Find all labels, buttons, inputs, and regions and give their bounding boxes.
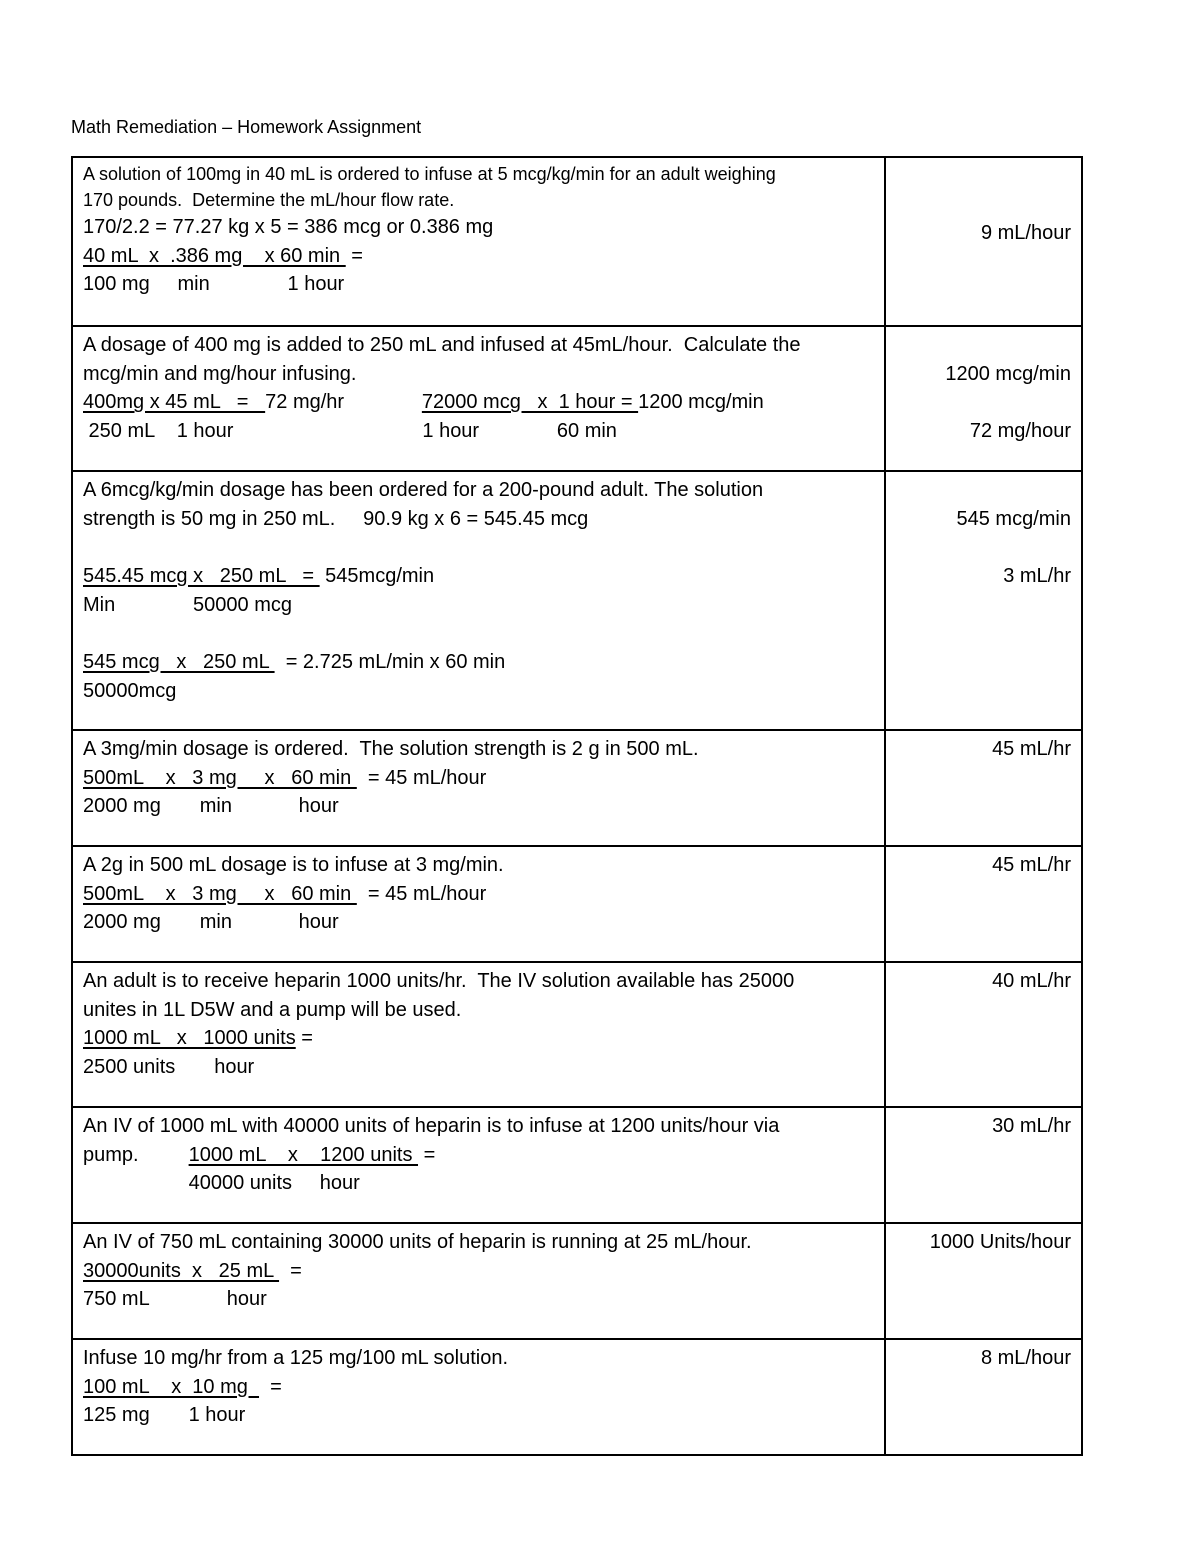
- answer-cell: [885, 157, 1082, 326]
- answer-value: [886, 533, 1071, 562]
- problem-text: 170/2.2 = 77.27 kg x 5 = 386 mcg or 0.386 mg: [83, 216, 494, 238]
- problem-line: [83, 331, 876, 360]
- problem-row: [72, 962, 1082, 1107]
- problem-line: [83, 619, 876, 648]
- problem-line: [83, 1169, 876, 1198]
- problem-line: [83, 360, 876, 389]
- underlined-fraction-numerator: 500mL x 3 mg x 60 min: [83, 882, 357, 905]
- problem-row: [72, 157, 1082, 326]
- problem-text: 125 mg 1 hour: [83, 1404, 246, 1427]
- problem-line: [83, 792, 876, 821]
- problem-text: 1200 mcg/min: [638, 391, 764, 414]
- problem-text: Infuse 10 mg/hr from a 125 mg/100 mL solution.: [83, 1347, 509, 1369]
- problem-text: 40000 units hour: [83, 1172, 360, 1195]
- problem-text: 750 mL hour: [83, 1288, 267, 1311]
- problem-text: 50000mcg: [83, 679, 177, 702]
- problem-line: [83, 591, 876, 620]
- problem-line: [83, 1228, 876, 1257]
- problem-text: =: [295, 1027, 313, 1050]
- answer-value: 30 mL/hr: [992, 1115, 1071, 1137]
- answer-value: [886, 388, 1071, 417]
- problem-line: [83, 735, 876, 764]
- answer-cell: [885, 1223, 1082, 1339]
- problem-text: =: [345, 244, 363, 267]
- problem-cell: [72, 1223, 885, 1339]
- problem-line: [83, 967, 876, 996]
- problem-row: [72, 326, 1082, 471]
- answer-value: 3 mL/hr: [1003, 565, 1071, 588]
- problem-text: 2000 mg min hour: [83, 795, 339, 818]
- answer-value: [886, 476, 1071, 505]
- problem-text: An IV of 1000 mL with 40000 units of heparin is to infuse at 1200 units/hour via: [83, 1115, 780, 1137]
- problem-cell: [72, 157, 885, 326]
- problem-line: [83, 1257, 876, 1286]
- problem-line: [83, 1112, 876, 1141]
- underlined-fraction-numerator: 545 mcg x 250 mL: [83, 651, 275, 674]
- homework-table: [71, 156, 1083, 1456]
- problem-line: [83, 1024, 876, 1053]
- problem-line: [83, 562, 876, 591]
- problem-line: [83, 648, 876, 677]
- problem-row: [72, 1107, 1082, 1223]
- problem-text: A dosage of 400 mg is added to 250 mL and infused at 45mL/hour. Calculate the: [83, 334, 801, 356]
- problem-line: [83, 417, 876, 446]
- answer-cell: [885, 730, 1082, 846]
- problem-line: [83, 880, 876, 909]
- problem-line: [83, 764, 876, 793]
- problem-text: 2500 units hour: [83, 1056, 255, 1079]
- answer-value: 1000 Units/hour: [929, 1231, 1071, 1253]
- answer-value: 45 mL/hr: [992, 854, 1071, 876]
- problem-text: 250 mL 1 hour 1 hour 60 min: [83, 420, 617, 443]
- problem-text: A solution of 100mg in 40 mL is ordered to infuse at 5 mcg/kg/min for an adult weighing: [83, 164, 776, 184]
- problem-row: [72, 846, 1082, 962]
- answer-value: [886, 162, 1071, 191]
- problem-text: 100 mg min 1 hour: [83, 273, 345, 296]
- problem-text: 170 pounds. Determine the mL/hour flow rate.: [83, 189, 455, 210]
- problem-row: [72, 730, 1082, 846]
- problem-line: [83, 505, 876, 534]
- answer-value: [886, 191, 1071, 220]
- underlined-fraction-numerator: 100 mL x 10 mg: [83, 1375, 260, 1398]
- problem-line: [83, 1373, 876, 1402]
- problem-line: [83, 1053, 876, 1082]
- problem-line: [83, 1141, 876, 1170]
- problem-text: A 6mcg/kg/min dosage has been ordered for a 200-pound adult. The solution: [83, 479, 764, 501]
- problem-row: [72, 471, 1082, 730]
- problem-text: = 45 mL/hour: [356, 882, 487, 905]
- problem-text: unites in 1L D5W and a pump will be used.: [83, 998, 462, 1021]
- problem-cell: [72, 1339, 885, 1455]
- answer-cell: [885, 471, 1082, 730]
- answer-cell: [885, 846, 1082, 962]
- problem-text: A 2g in 500 mL dosage is to infuse at 3 mg/min.: [83, 854, 504, 876]
- answer-value: [886, 331, 1071, 360]
- underlined-fraction-numerator: 30000units x 25 mL: [83, 1259, 280, 1282]
- problem-text: 545mcg/min: [319, 565, 435, 588]
- underlined-fraction-numerator: 545.45 mcg x 250 mL =: [83, 565, 320, 588]
- underlined-fraction-numerator: 1000 mL x 1200 units: [188, 1143, 419, 1166]
- underlined-fraction-numerator: 1000 mL x 1000 units: [83, 1027, 296, 1050]
- answer-value: 1200 mcg/min: [945, 362, 1071, 385]
- problem-line: [83, 996, 876, 1025]
- problem-cell: [72, 326, 885, 471]
- answer-value: 40 mL/hr: [992, 970, 1071, 992]
- problem-cell: [72, 846, 885, 962]
- problem-line: [83, 533, 876, 562]
- problem-cell: [72, 471, 885, 730]
- problem-text: An adult is to receive heparin 1000 units/hr. The IV solution available has 25000: [83, 970, 795, 992]
- problem-text: 2000 mg min hour: [83, 911, 339, 934]
- problem-line: [83, 388, 876, 417]
- answer-cell: [885, 1107, 1082, 1223]
- answer-cell: [885, 1339, 1082, 1455]
- answer-cell: [885, 326, 1082, 471]
- problem-text: = 45 mL/hour: [356, 766, 487, 789]
- problem-line: [83, 677, 876, 706]
- problem-row: [72, 1223, 1082, 1339]
- problem-cell: [72, 730, 885, 846]
- problem-row: [72, 1339, 1082, 1455]
- problem-line: [83, 1401, 876, 1430]
- problem-text: A 3mg/min dosage is ordered. The solution strength is 2 g in 500 mL.: [83, 738, 699, 760]
- problem-cell: [72, 962, 885, 1107]
- problem-line: [83, 851, 876, 880]
- page-title: Math Remediation – Homework Assignment: [71, 117, 422, 137]
- underlined-fraction-numerator: 400mg x 45 mL =: [83, 391, 266, 414]
- problem-line: [83, 1344, 876, 1373]
- underlined-fraction-numerator: 40 mL x .386 mg x 60 min: [83, 244, 346, 267]
- answer-value: 72 mg/hour: [969, 420, 1071, 443]
- answer-value: 9 mL/hour: [980, 222, 1071, 245]
- problem-text: =: [418, 1143, 436, 1166]
- answer-cell: [885, 962, 1082, 1107]
- problem-text: = 2.725 mL/min x 60 min: [274, 651, 506, 674]
- problem-cell: [72, 1107, 885, 1223]
- underlined-fraction-numerator: 72000 mcg x 1 hour =: [421, 391, 639, 414]
- problem-line: [83, 270, 876, 299]
- answer-value: 545 mcg/min: [956, 507, 1071, 530]
- problem-text: An IV of 750 mL containing 30000 units of heparin is running at 25 mL/hour.: [83, 1231, 752, 1253]
- problem-line: [83, 1285, 876, 1314]
- problem-text: pump.: [83, 1143, 189, 1166]
- problem-text: Min 50000 mcg: [83, 593, 292, 616]
- problem-line: [83, 242, 876, 271]
- underlined-fraction-numerator: 500mL x 3 mg x 60 min: [83, 766, 357, 789]
- problem-text: =: [279, 1259, 302, 1282]
- problem-line: [83, 476, 876, 505]
- problem-line: [83, 188, 876, 214]
- answer-value: 8 mL/hour: [980, 1347, 1071, 1369]
- problem-text: =: [259, 1375, 282, 1398]
- problem-text: mcg/min and mg/hour infusing.: [83, 362, 357, 385]
- problem-text: 72 mg/hr: [265, 391, 422, 414]
- problem-text: strength is 50 mg in 250 mL. 90.9 kg x 6 = 545.45 mcg: [83, 507, 589, 530]
- answer-value: 45 mL/hr: [992, 738, 1071, 760]
- problem-line: [83, 213, 876, 242]
- problem-line: [83, 908, 876, 937]
- problem-line: [83, 162, 876, 188]
